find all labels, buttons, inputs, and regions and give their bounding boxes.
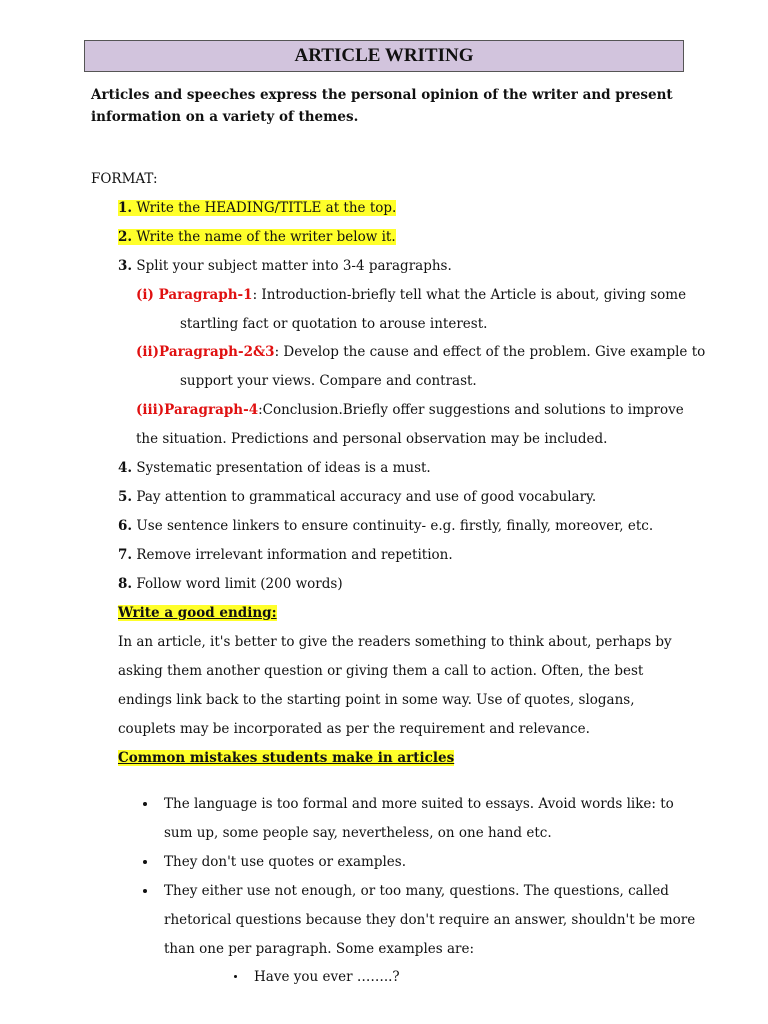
paragraph-1-line-b: startling fact or quotation to arouse interest. [180, 316, 488, 332]
step-number: 2. [118, 229, 133, 245]
step-7 [118, 547, 453, 563]
paragraph-2-line-a [136, 344, 705, 360]
step-5 [118, 489, 596, 505]
step-2 [118, 229, 396, 245]
ending-line-3: endings link back to the starting point in some way. Use of quotes, slogans, [118, 692, 635, 708]
mistakes-heading-text: Common mistakes students make in articles [118, 750, 455, 766]
step-text: Write the HEADING/TITLE at the top. [132, 200, 397, 216]
step-text: Use sentence linkers to ensure continuity- e.g. firstly, finally, moreover, etc. [132, 518, 654, 534]
mistake-3-line-a: They either use not enough, or too many, questions. The questions, called [164, 883, 669, 899]
ending-heading-text: Write a good ending: [118, 605, 277, 621]
document-title: ARTICLE WRITING [294, 45, 474, 66]
step-8 [118, 576, 343, 592]
intro-line-1: Articles and speeches express the personal opinion of the writer and present [91, 87, 673, 103]
paragraph-3-line-a [136, 402, 684, 418]
step-text: Systematic presentation of ideas is a must. [132, 460, 431, 476]
step-text: Split your subject matter into 3-4 paragraphs. [132, 258, 452, 274]
paragraph-1-line-a [136, 287, 686, 303]
bullet-icon [143, 802, 147, 806]
paragraph-label: (ii)Paragraph-2&3 [136, 344, 275, 360]
step-3 [118, 258, 452, 274]
mistake-3-line-b: rhetorical questions because they don't require an answer, shouldn't be more [164, 912, 696, 928]
mistake-1-line-b: sum up, some people say, nevertheless, on one hand etc. [164, 825, 552, 841]
intro-line-2: information on a variety of themes. [91, 109, 359, 125]
step-number: 7. [118, 547, 133, 563]
paragraph-label: (i) Paragraph-1 [136, 287, 253, 303]
step-number: 4. [118, 460, 133, 476]
paragraph-text: : Develop the cause and effect of the problem. Give example to [274, 344, 706, 360]
bullet-icon [143, 889, 147, 893]
step-number: 5. [118, 489, 133, 505]
step-text: Write the name of the writer below it. [132, 229, 396, 245]
paragraph-text: : Introduction-briefly tell what the Article is about, giving some [252, 287, 687, 303]
ending-line-4: couplets may be incorporated as per the requirement and relevance. [118, 721, 590, 737]
step-4 [118, 460, 431, 476]
step-number: 3. [118, 258, 133, 274]
title-box [84, 40, 684, 72]
mistake-1-line-a: The language is too formal and more suited to essays. Avoid words like: to [164, 796, 674, 812]
step-text: Pay attention to grammatical accuracy and use of good vocabulary. [132, 489, 597, 505]
step-text: Follow word limit (200 words) [132, 576, 343, 592]
mistakes-heading [118, 750, 454, 766]
ending-heading [118, 605, 277, 621]
step-1 [118, 200, 396, 216]
step-number: 6. [118, 518, 133, 534]
paragraph-text: :Conclusion.Briefly offer suggestions and solutions to improve [258, 402, 684, 418]
bullet-icon [143, 860, 147, 864]
mistake-2-line-a: They don't use quotes or examples. [164, 854, 406, 870]
sub-item-1: Have you ever ……..? [254, 969, 400, 985]
mistake-3-line-c: than one per paragraph. Some examples are: [164, 941, 475, 957]
sub-bullet-icon [234, 975, 237, 978]
format-label: FORMAT: [91, 171, 158, 187]
step-number: 1. [118, 200, 133, 216]
ending-line-2: asking them another question or giving them a call to action. Often, the best [118, 663, 644, 679]
paragraph-2-line-b: support your views. Compare and contrast. [180, 373, 477, 389]
step-text: Remove irrelevant information and repetition. [132, 547, 453, 563]
step-number: 8. [118, 576, 133, 592]
paragraph-label: (iii)Paragraph-4 [136, 402, 259, 418]
ending-line-1: In an article, it's better to give the readers something to think about, perhaps by [118, 634, 672, 650]
step-6 [118, 518, 653, 534]
paragraph-3-line-b: the situation. Predictions and personal observation may be included. [136, 431, 608, 447]
